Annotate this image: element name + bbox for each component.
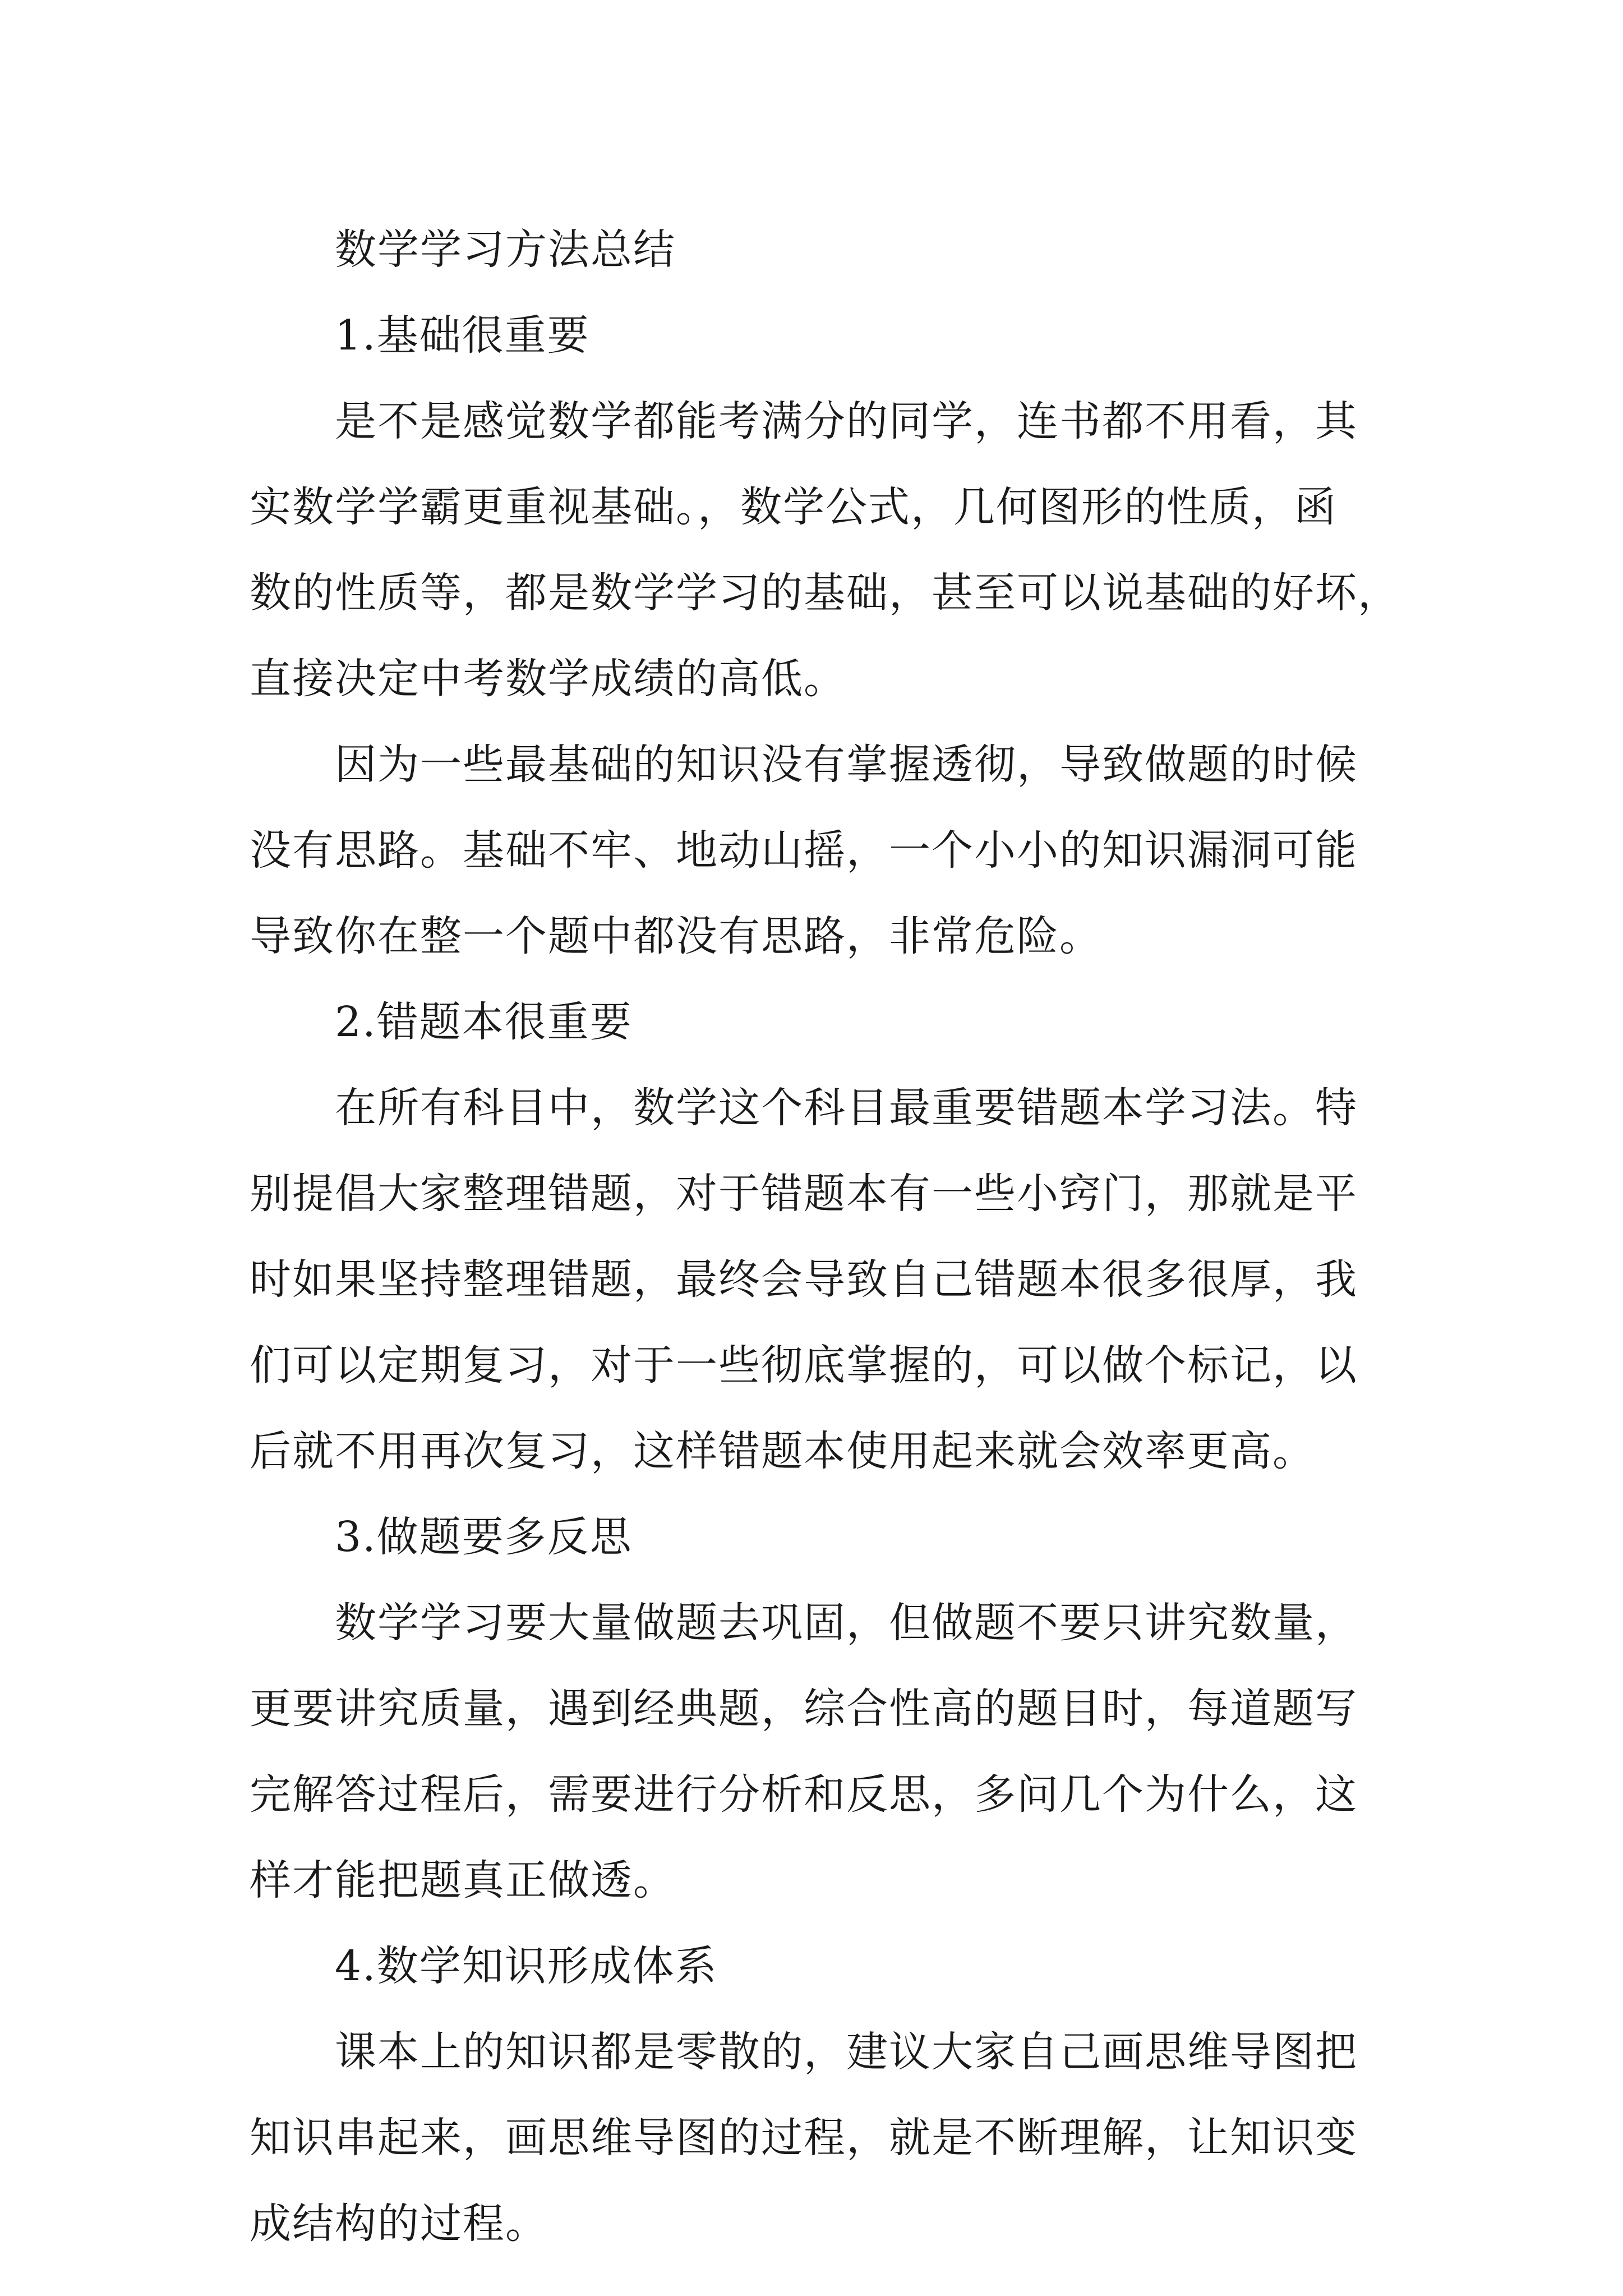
paragraph-text: 数学学习要大量做题去巩固，但做题不要只讲究数量， [335,1598,1358,1647]
paragraph-line [250,2180,1394,2266]
paragraph-line [250,1665,1394,1751]
paragraph-line [250,1751,1394,1837]
paragraph-line [250,721,1394,807]
paragraph-text: 成结构的过程。 [250,2199,548,2248]
paragraph-line [250,1837,1394,1923]
paragraph-line [250,464,1394,550]
document-body [250,206,1400,2266]
paragraph-text: 时如果坚持整理错题，最终会导致自己错题本很多很厚，我 [250,1255,1358,1304]
section-heading: 2.错题本很重要 [335,997,633,1046]
paragraph-line [250,378,1394,464]
paragraph-text: 因为一些最基础的知识没有掌握透彻，导致做题的时候 [335,740,1358,789]
paragraph-text: 没有思路。基础不牢、地动山摇，一个小小的知识漏洞可能 [250,826,1358,875]
paragraph-text: 们可以定期复习，对于一些彻底掌握的，可以做个标记，以 [250,1341,1358,1389]
paragraph-text: 别提倡大家整理错题，对于错题本有一些小窍门，那就是平 [250,1169,1358,1218]
paragraph-line [250,636,1394,721]
paragraph-text: 导致你在整一个题中都没有思路，非常危险。 [250,912,1102,960]
section-heading: 4.数学知识形成体系 [335,1941,718,1990]
paragraph-text: 完解答过程后，需要进行分析和反思，多问几个为什么，这 [250,1770,1358,1819]
title-row [250,206,1394,292]
paragraph-text: 样才能把题真正做透。 [250,1856,676,1904]
paragraph-text: 更要讲究质量，遇到经典题，综合性高的题目时，每道题写 [250,1684,1358,1733]
paragraph-text: 直接决定中考数学成绩的高低。 [250,654,846,703]
section-heading-row [250,1494,1394,1580]
paragraph-line [250,1151,1394,1236]
document-title: 数学学习方法总结 [335,225,676,274]
paragraph-line [250,550,1400,636]
section-heading-row [250,979,1394,1065]
paragraph-text: 数的性质等，都是数学学习的基础，甚至可以说基础的好坏， [250,568,1400,617]
paragraph-text: 在所有科目中，数学这个科目最重要错题本学习法。特 [335,1083,1358,1132]
section-heading-row [250,292,1394,378]
paragraph-line [250,1322,1394,1408]
paragraph-line [250,1236,1394,1322]
paragraph-line [250,1408,1394,1494]
paragraph-text: 是不是感觉数学都能考满分的同学，连书都不用看，其 [335,397,1358,445]
paragraph-line [250,893,1394,979]
paragraph-line [250,2095,1394,2180]
paragraph-text: 知识串起来，画思维导图的过程，就是不断理解，让知识变 [250,2113,1358,2162]
section-heading: 1.基础很重要 [335,311,590,360]
paragraph-text: 课本上的知识都是零散的，建议大家自己画思维导图把 [335,2027,1358,2076]
paragraph-line [250,1065,1394,1151]
paragraph-line [250,807,1394,893]
paragraph-line [250,1580,1394,1665]
section-heading: 3.做题要多反思 [335,1512,633,1561]
paragraph-text: 后就不用再次复习，这样错题本使用起来就会效率更高。 [250,1427,1315,1475]
paragraph-line [250,2009,1394,2095]
paragraph-text: 实数学学霸更重视基础。，数学公式，几何图形的性质，函 [250,482,1337,531]
section-heading-row [250,1923,1394,2009]
